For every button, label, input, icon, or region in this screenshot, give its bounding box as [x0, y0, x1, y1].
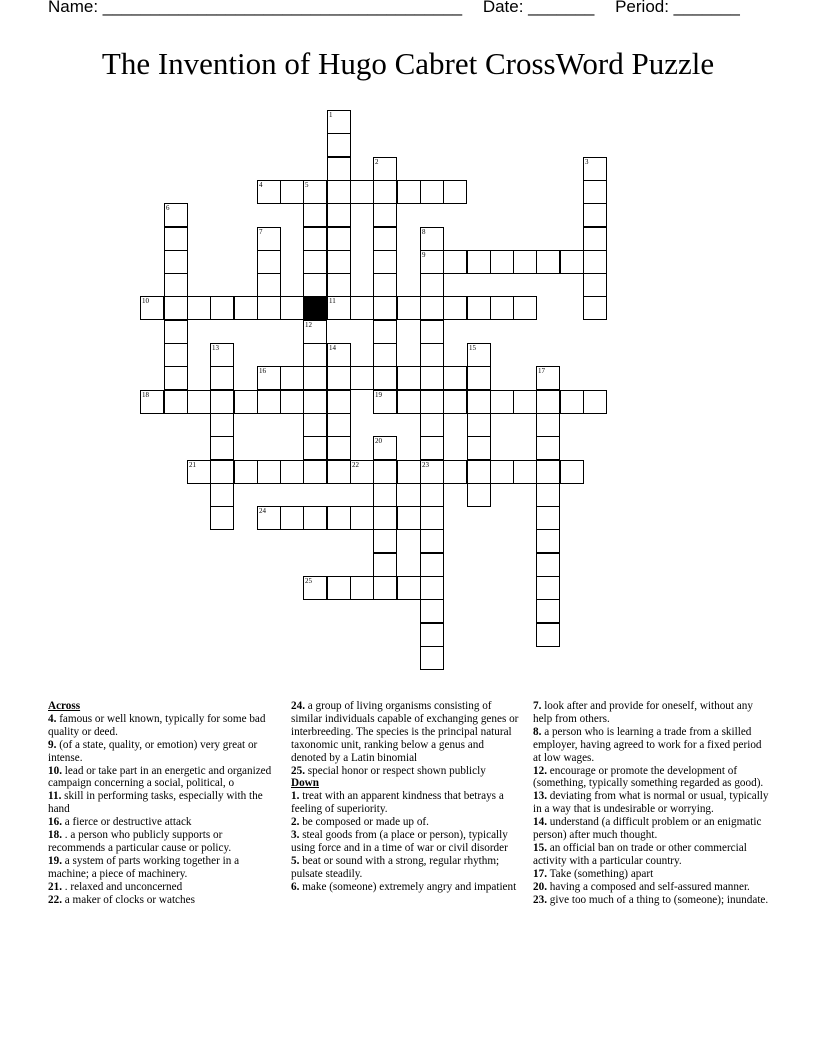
clue-number: 20. — [533, 880, 547, 893]
grid-cell[interactable] — [467, 413, 491, 437]
grid-cell[interactable] — [187, 390, 211, 414]
grid-cell[interactable] — [327, 250, 351, 274]
grid-cell[interactable] — [373, 529, 397, 553]
clue-text: a maker of clocks or watches — [61, 893, 195, 906]
grid-cell[interactable] — [257, 296, 281, 320]
grid-cell[interactable] — [397, 506, 421, 530]
clue-text: a fierce or destructive attack — [61, 816, 192, 829]
grid-cell[interactable] — [397, 180, 421, 204]
grid-cell[interactable] — [467, 436, 491, 460]
grid-cell[interactable] — [164, 390, 188, 414]
clue-number: 25. — [291, 764, 305, 777]
clue-item — [48, 765, 273, 791]
grid-cell[interactable] — [327, 296, 351, 320]
clue-item — [533, 726, 769, 765]
clue-text: lead or take part in an energetic and organized campaign concerning a social, political, o — [48, 764, 272, 790]
grid-cell[interactable] — [210, 343, 234, 367]
clue-number: 1. — [291, 790, 300, 803]
grid-cell[interactable] — [443, 180, 467, 204]
grid-cell[interactable] — [536, 599, 560, 623]
grid-cell[interactable] — [164, 227, 188, 251]
grid-cell[interactable] — [420, 623, 444, 647]
grid-cell[interactable] — [257, 250, 281, 274]
clue-number-label: 16 — [259, 367, 266, 375]
grid-cell[interactable] — [420, 460, 444, 484]
grid-cell[interactable] — [327, 343, 351, 367]
page-title: The Invention of Hugo Cabret CrossWord Puzzle — [101, 46, 715, 81]
grid-cell[interactable] — [327, 273, 351, 297]
grid-cell[interactable] — [303, 366, 327, 390]
clue-number-label: 1 — [329, 111, 333, 119]
grid-cell[interactable] — [140, 390, 164, 414]
name-field[interactable]: Name: ______________________________________ — [48, 0, 463, 16]
clue-number: 24. — [291, 700, 305, 712]
clue-number-label: 2 — [375, 158, 379, 166]
grid-cell[interactable] — [397, 366, 421, 390]
period-field[interactable]: Period: _______ — [615, 0, 740, 16]
clue-item — [291, 829, 521, 855]
grid-cell[interactable] — [280, 366, 304, 390]
clue-number-label: 15 — [469, 344, 476, 352]
clue-item — [291, 855, 521, 881]
grid-cell[interactable] — [327, 390, 351, 414]
grid-cell[interactable] — [467, 296, 491, 320]
grid-cell[interactable] — [234, 460, 258, 484]
grid-cell[interactable] — [257, 227, 281, 251]
clue-text: a system of parts working together in a machine; a piece of machinery. — [48, 854, 240, 880]
grid-cell[interactable] — [327, 180, 351, 204]
clue-number: 21. — [48, 880, 62, 893]
clue-text: understand (a difficult problem or an enigmatic person) after much thought. — [533, 816, 762, 842]
grid-cell[interactable] — [257, 390, 281, 414]
clue-text: deviating from what is normal or usual, typically in a way that is undesirable or worrying. — [533, 790, 769, 816]
clue-number-label: 7 — [259, 228, 263, 236]
grid-cell[interactable] — [397, 460, 421, 484]
grid-cell[interactable] — [443, 250, 467, 274]
clue-item — [533, 868, 769, 881]
grid-cell[interactable] — [327, 110, 351, 134]
black-cell — [303, 296, 327, 320]
grid-cell[interactable] — [420, 436, 444, 460]
grid-cell[interactable] — [560, 390, 584, 414]
grid-cell[interactable] — [210, 460, 234, 484]
clue-text: a group of living organisms consisting of similar individuals capable of exchanging genes or interbreeding. The species is the principal natural taxonomic unit, ranking below a genus and denoted by a Latin binomial — [291, 700, 519, 764]
grid-cell[interactable] — [397, 296, 421, 320]
clue-item — [48, 739, 273, 765]
grid-cell[interactable] — [327, 506, 351, 530]
grid-cell[interactable] — [327, 157, 351, 181]
grid-cell[interactable] — [536, 506, 560, 530]
clue-item — [291, 765, 521, 778]
across-clue-list — [48, 713, 273, 907]
clue-number-label: 14 — [329, 344, 336, 352]
clues-column-2 — [291, 700, 521, 894]
grid-cell[interactable] — [583, 227, 607, 251]
clue-number-label: 4 — [259, 181, 263, 189]
clue-number-label: 25 — [305, 577, 312, 585]
grid-cell[interactable] — [373, 553, 397, 577]
grid-cell[interactable] — [583, 157, 607, 181]
grid-cell[interactable] — [513, 460, 537, 484]
grid-cell[interactable] — [420, 320, 444, 344]
clue-number-label: 18 — [142, 391, 149, 399]
clue-text: . relaxed and unconcerned — [61, 880, 183, 893]
grid-cell[interactable] — [234, 390, 258, 414]
clue-number: 13. — [533, 790, 547, 803]
clue-number: 11. — [48, 790, 62, 803]
grid-cell[interactable] — [350, 576, 374, 600]
grid-cell[interactable] — [420, 180, 444, 204]
grid-cell[interactable] — [420, 599, 444, 623]
clue-item — [291, 816, 521, 829]
grid-cell[interactable] — [467, 366, 491, 390]
grid-cell[interactable] — [327, 366, 351, 390]
grid-cell[interactable] — [210, 506, 234, 530]
clue-text: encourage or promote the development of (something, typically something regarded as good). — [533, 764, 764, 790]
grid-cell[interactable] — [467, 390, 491, 414]
clue-text: having a composed and self-assured manner. — [546, 880, 750, 893]
clue-text: famous or well known, typically for some bad quality or deed. — [48, 712, 266, 738]
clue-item — [533, 765, 769, 791]
clue-text: a person who is learning a trade from a skilled employer, having agreed to work for a fixed period at low wages. — [533, 725, 762, 764]
clue-text: steal goods from (a place or person), typically using force and in a time of war or civil disorder — [291, 829, 508, 854]
grid-cell[interactable] — [303, 390, 327, 414]
grid-cell[interactable] — [327, 227, 351, 251]
clues-column-1 — [48, 700, 273, 907]
grid-cell[interactable] — [373, 180, 397, 204]
grid-cell[interactable] — [420, 553, 444, 577]
grid-cell[interactable] — [373, 227, 397, 251]
clue-item — [533, 700, 769, 726]
grid-cell[interactable] — [467, 483, 491, 507]
grid-cell[interactable] — [303, 506, 327, 530]
grid-cell[interactable] — [210, 366, 234, 390]
clue-item — [48, 894, 273, 907]
grid-cell[interactable] — [373, 436, 397, 460]
grid-cell[interactable] — [210, 413, 234, 437]
grid-cell[interactable] — [257, 506, 281, 530]
clue-number: 4. — [48, 712, 57, 725]
grid-cell[interactable] — [373, 157, 397, 181]
grid-cell[interactable] — [210, 483, 234, 507]
grid-cell[interactable] — [234, 296, 258, 320]
grid-cell[interactable] — [443, 296, 467, 320]
down-heading: Down — [291, 777, 319, 790]
grid-cell[interactable] — [536, 436, 560, 460]
grid-cell[interactable] — [280, 460, 304, 484]
clue-number: 5. — [291, 854, 300, 867]
clue-number: 7. — [533, 700, 542, 712]
grid-cell[interactable] — [350, 180, 374, 204]
clue-number-label: 3 — [585, 158, 589, 166]
clue-number-label: 17 — [538, 367, 545, 375]
clue-text: beat or sound with a strong, regular rhythm; pulsate steadily. — [291, 854, 500, 880]
grid-cell[interactable] — [350, 460, 374, 484]
grid-cell[interactable] — [420, 343, 444, 367]
clue-number: 2. — [291, 816, 300, 829]
grid-cell[interactable] — [536, 366, 560, 390]
clue-text: skill in performing tasks, especially with the hand — [48, 790, 263, 816]
grid-cell[interactable] — [303, 203, 327, 227]
grid-cell[interactable] — [420, 273, 444, 297]
grid-cell[interactable] — [373, 250, 397, 274]
grid-cell[interactable] — [373, 460, 397, 484]
clue-number-label: 9 — [422, 251, 426, 259]
grid-cell[interactable] — [303, 413, 327, 437]
grid-cell[interactable] — [373, 320, 397, 344]
clue-number: 6. — [291, 880, 300, 893]
grid-cell[interactable] — [536, 413, 560, 437]
grid-cell[interactable] — [583, 250, 607, 274]
grid-cell[interactable] — [164, 273, 188, 297]
clue-text: be composed or made up of. — [299, 816, 429, 829]
clue-number-label: 24 — [259, 507, 266, 515]
clue-item — [48, 790, 273, 816]
grid-cell[interactable] — [373, 296, 397, 320]
clue-number: 9. — [48, 738, 57, 751]
clue-item — [48, 816, 273, 829]
clue-number-label: 22 — [352, 461, 359, 469]
grid-cell[interactable] — [467, 343, 491, 367]
grid-cell[interactable] — [420, 366, 444, 390]
clue-text: look after and provide for oneself, without any help from others. — [533, 700, 753, 725]
grid-cell[interactable] — [513, 250, 537, 274]
clue-item — [533, 842, 769, 868]
grid-cell[interactable] — [187, 296, 211, 320]
clue-text: special honor or respect shown publicly — [304, 764, 486, 777]
grid-cell[interactable] — [350, 366, 374, 390]
grid-cell[interactable] — [373, 273, 397, 297]
clue-item — [48, 855, 273, 881]
grid-cell[interactable] — [536, 576, 560, 600]
grid-cell[interactable] — [583, 273, 607, 297]
grid-cell[interactable] — [164, 366, 188, 390]
grid-cell[interactable] — [420, 390, 444, 414]
across-clue-list-continued — [291, 700, 521, 777]
grid-cell[interactable] — [164, 320, 188, 344]
clue-text: give too much of a thing to (someone); inundate. — [546, 893, 769, 906]
grid-cell[interactable] — [327, 203, 351, 227]
grid-cell[interactable] — [257, 460, 281, 484]
clue-text: an official ban on trade or other commercial activity with a particular country. — [533, 841, 747, 867]
grid-cell[interactable] — [420, 250, 444, 274]
clue-item — [291, 881, 521, 894]
clue-item — [533, 816, 769, 842]
grid-cell[interactable] — [257, 180, 281, 204]
clue-number: 22. — [48, 893, 62, 906]
grid-cell[interactable] — [210, 296, 234, 320]
grid-cell[interactable] — [327, 133, 351, 157]
clue-text: . a person who publicly supports or recommends a particular cause or policy. — [48, 829, 232, 854]
grid-cell[interactable] — [303, 343, 327, 367]
grid-cell[interactable] — [397, 576, 421, 600]
grid-cell[interactable] — [536, 553, 560, 577]
grid-cell[interactable] — [303, 460, 327, 484]
grid-cell[interactable] — [187, 460, 211, 484]
grid-cell[interactable] — [164, 203, 188, 227]
grid-cell[interactable] — [373, 203, 397, 227]
grid-cell[interactable] — [536, 623, 560, 647]
grid-cell[interactable] — [420, 529, 444, 553]
down-clue-list — [291, 790, 521, 893]
clue-number-label: 21 — [189, 461, 196, 469]
clues-column-3 — [533, 700, 769, 907]
grid-cell[interactable] — [164, 343, 188, 367]
grid-cell[interactable] — [490, 390, 514, 414]
grid-cell[interactable] — [164, 250, 188, 274]
grid-cell[interactable] — [467, 460, 491, 484]
clue-number: 19. — [48, 854, 62, 867]
grid-cell[interactable] — [583, 180, 607, 204]
grid-cell[interactable] — [303, 320, 327, 344]
grid-cell[interactable] — [560, 250, 584, 274]
grid-cell[interactable] — [303, 436, 327, 460]
clue-item — [48, 829, 273, 855]
clue-number: 14. — [533, 816, 547, 829]
grid-cell[interactable] — [373, 366, 397, 390]
grid-cell[interactable] — [164, 296, 188, 320]
grid-cell[interactable] — [420, 646, 444, 670]
clue-item — [48, 881, 273, 894]
grid-cell[interactable] — [327, 436, 351, 460]
grid-cell[interactable] — [140, 296, 164, 320]
grid-cell[interactable] — [443, 366, 467, 390]
grid-cell[interactable] — [350, 296, 374, 320]
clue-item — [533, 881, 769, 894]
grid-cell[interactable] — [490, 250, 514, 274]
across-heading: Across — [48, 700, 81, 712]
grid-cell[interactable] — [210, 436, 234, 460]
grid-cell[interactable] — [303, 180, 327, 204]
clue-text: (of a state, quality, or emotion) very great or intense. — [48, 738, 258, 764]
clue-number-label: 13 — [212, 344, 219, 352]
grid-cell[interactable] — [560, 460, 584, 484]
clue-number: 18. — [48, 829, 62, 842]
clue-number-label: 10 — [142, 297, 149, 305]
date-field[interactable]: Date: _______ — [482, 0, 595, 16]
clue-number: 15. — [533, 841, 547, 854]
clue-text: make (someone) extremely angry and impatient — [299, 880, 517, 893]
clue-number-label: 19 — [375, 391, 382, 399]
clue-item — [48, 713, 273, 739]
grid-cell[interactable] — [373, 483, 397, 507]
clue-number: 10. — [48, 764, 62, 777]
grid-cell[interactable] — [280, 506, 304, 530]
clue-number: 16. — [48, 816, 62, 829]
clue-number-label: 8 — [422, 228, 426, 236]
clue-number-label: 11 — [329, 297, 336, 305]
grid-cell[interactable] — [257, 366, 281, 390]
grid-cell[interactable] — [257, 273, 281, 297]
grid-cell[interactable] — [327, 413, 351, 437]
down-clue-list-continued — [533, 700, 769, 907]
grid-cell[interactable] — [536, 529, 560, 553]
grid-cell[interactable] — [280, 180, 304, 204]
grid-cell[interactable] — [420, 296, 444, 320]
grid-cell[interactable] — [303, 576, 327, 600]
clue-number: 17. — [533, 867, 547, 880]
grid-cell[interactable] — [490, 296, 514, 320]
grid-cell[interactable] — [327, 460, 351, 484]
grid-cell[interactable] — [583, 203, 607, 227]
clue-number: 23. — [533, 893, 547, 906]
grid-cell[interactable] — [513, 390, 537, 414]
clue-number: 3. — [291, 829, 300, 842]
clue-number-label: 23 — [422, 461, 429, 469]
clue-number-label: 12 — [305, 321, 312, 329]
grid-cell[interactable] — [490, 460, 514, 484]
clue-item — [291, 790, 521, 816]
grid-cell[interactable] — [373, 506, 397, 530]
grid-cell[interactable] — [536, 460, 560, 484]
grid-cell[interactable] — [303, 273, 327, 297]
grid-cell[interactable] — [536, 390, 560, 414]
clue-number-label: 20 — [375, 437, 382, 445]
grid-cell[interactable] — [373, 343, 397, 367]
grid-cell[interactable] — [420, 483, 444, 507]
grid-cell[interactable] — [210, 390, 234, 414]
grid-cell[interactable] — [583, 296, 607, 320]
grid-cell[interactable] — [303, 227, 327, 251]
grid-cell[interactable] — [280, 390, 304, 414]
grid-cell[interactable] — [536, 483, 560, 507]
grid-cell[interactable] — [583, 390, 607, 414]
clue-number-label: 6 — [166, 204, 170, 212]
grid-cell[interactable] — [420, 506, 444, 530]
grid-cell[interactable] — [303, 250, 327, 274]
clue-number: 8. — [533, 725, 542, 738]
clue-item — [533, 894, 769, 907]
grid-cell[interactable] — [420, 413, 444, 437]
grid-cell[interactable] — [373, 576, 397, 600]
grid-cell[interactable] — [420, 576, 444, 600]
grid-cell[interactable] — [350, 506, 374, 530]
clue-number-label: 5 — [305, 181, 309, 189]
clue-item — [291, 700, 521, 765]
grid-cell[interactable] — [397, 390, 421, 414]
clue-item — [533, 790, 769, 816]
grid-cell[interactable] — [280, 296, 304, 320]
grid-cell[interactable] — [420, 227, 444, 251]
grid-cell[interactable] — [443, 460, 467, 484]
grid-cell[interactable] — [327, 576, 351, 600]
clue-text: Take (something) apart — [546, 867, 654, 880]
clue-number: 12. — [533, 764, 547, 777]
grid-cell[interactable] — [536, 250, 560, 274]
grid-cell[interactable] — [373, 390, 397, 414]
clue-text: treat with an apparent kindness that betrays a feeling of superiority. — [291, 790, 504, 816]
grid-cell[interactable] — [443, 390, 467, 414]
grid-cell[interactable] — [467, 250, 491, 274]
grid-cell[interactable] — [513, 296, 537, 320]
